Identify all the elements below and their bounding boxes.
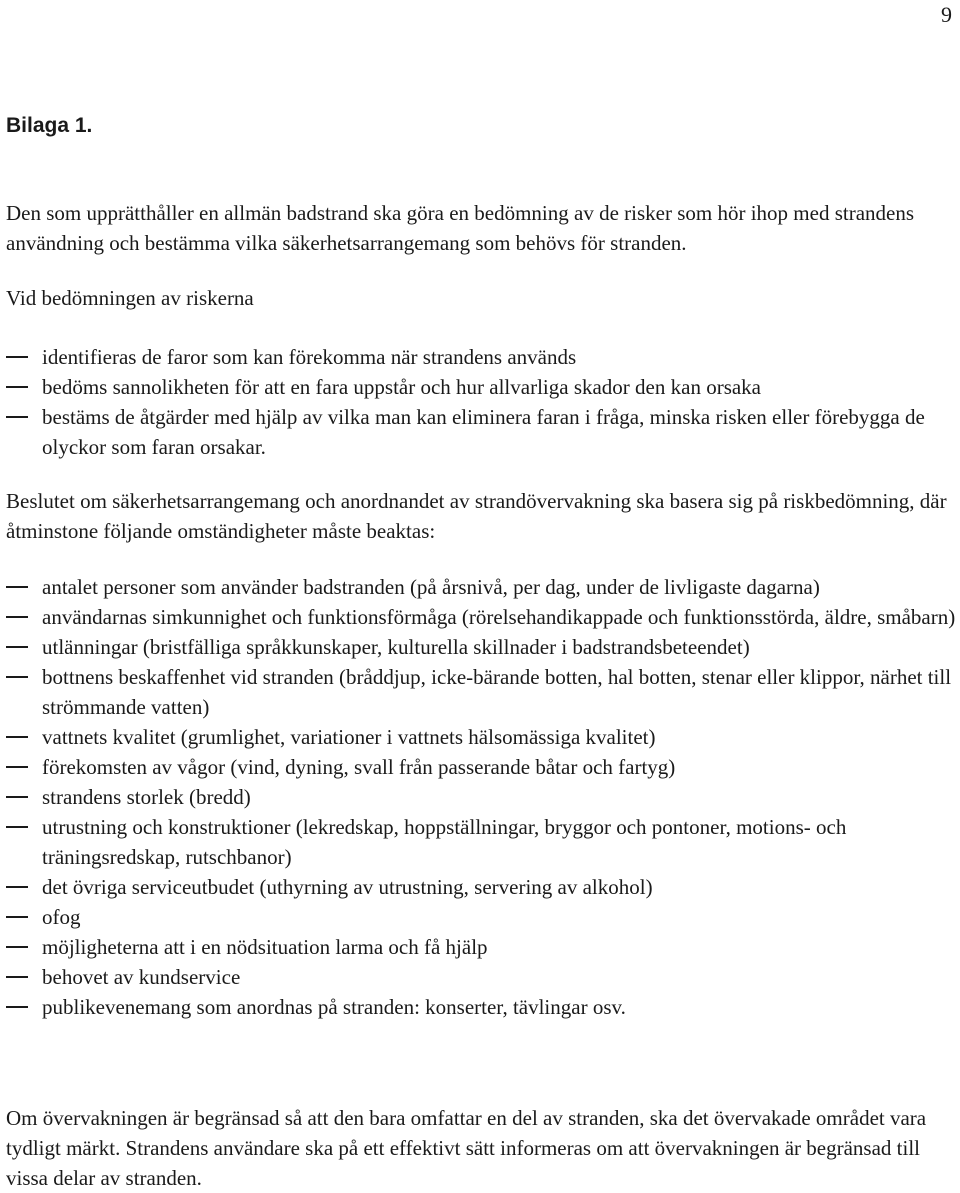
dash-bullet <box>6 826 28 828</box>
dash-bullet <box>6 416 28 418</box>
dash-bullet <box>6 616 28 618</box>
list-item <box>6 342 956 372</box>
list-item <box>6 782 956 812</box>
dash-bullet <box>6 886 28 888</box>
dash-bullet <box>6 736 28 738</box>
list-item <box>6 752 956 782</box>
list-item <box>6 572 956 602</box>
list-item <box>6 602 956 632</box>
list-item-text: antalet personer som använder badstranden (på årsnivå, per dag, under de livligaste dagarna) <box>42 575 820 599</box>
list-item-text: möjligheterna att i en nödsituation larma och få hjälp <box>42 935 488 959</box>
list-item-text: bedöms sannolikheten för att en fara uppstår och hur allvarliga skador den kan orsaka <box>42 375 762 399</box>
dash-bullet <box>6 586 28 588</box>
list-item-text: utlänningar (bristfälliga språkkunskaper, kulturella skillnader i badstrandsbeteendet) <box>42 635 750 659</box>
dash-bullet <box>6 646 28 648</box>
dash-bullet <box>6 386 28 388</box>
list-item-text: behovet av kundservice <box>42 965 241 989</box>
list-item-text: vattnets kvalitet (grumlighet, variationer i vattnets hälsomässiga kvalitet) <box>42 725 656 749</box>
risk-assessment-list <box>6 342 956 462</box>
dash-bullet <box>6 916 28 918</box>
dash-bullet <box>6 676 28 678</box>
list-item <box>6 402 956 462</box>
list-item-text: identifieras de faror som kan förekomma när strandens används <box>42 345 577 369</box>
risk-lead-text: Vid bedömningen av riskerna <box>6 286 254 310</box>
dash-bullet <box>6 946 28 948</box>
factors-list <box>6 572 956 1022</box>
decision-paragraph: Beslutet om säkerhetsarrangemang och anordnandet av strandövervakning ska basera sig på riskbedömning, där åtminstone följande omständigheter måste beaktas: <box>6 489 947 543</box>
closing-paragraph: Om övervakningen är begränsad så att den bara omfattar en del av stranden, ska det övervakade området vara tydligt märkt. Strandens användare ska på ett effektivt sätt informeras om att övervakningen är begränsad till vissa delar av stranden. <box>6 1106 927 1190</box>
dash-bullet <box>6 766 28 768</box>
list-item-text: bestäms de åtgärder med hjälp av vilka man kan eliminera faran i fråga, minska risken eller förebygga de olyckor som faran orsakar. <box>42 405 925 459</box>
page-number: 9 <box>941 2 952 27</box>
list-item-text: användarnas simkunnighet och funktionsförmåga (rörelsehandikappade och funktionsstörda, äldre, småbarn) <box>42 605 956 629</box>
list-item-text: det övriga serviceutbudet (uthyrning av utrustning, servering av alkohol) <box>42 875 653 899</box>
page-heading: Bilaga 1. <box>6 114 93 137</box>
list-item <box>6 372 956 402</box>
list-item <box>6 872 956 902</box>
dash-bullet <box>6 976 28 978</box>
dash-bullet <box>6 356 28 358</box>
list-item-text: förekomsten av vågor (vind, dyning, svall från passerande båtar och fartyg) <box>42 755 676 779</box>
list-item-text: ofog <box>42 905 81 929</box>
dash-bullet <box>6 796 28 798</box>
list-item <box>6 992 956 1022</box>
list-item <box>6 632 956 662</box>
list-item-text: strandens storlek (bredd) <box>42 785 251 809</box>
list-item <box>6 932 956 962</box>
list-item-text: bottnens beskaffenhet vid stranden (bråddjup, icke-bärande botten, hal botten, stenar eller klippor, närhet till strömmande vatten) <box>42 665 952 719</box>
list-item-text: publikevenemang som anordnas på stranden: konserter, tävlingar osv. <box>42 995 626 1019</box>
intro-paragraph: Den som upprätthåller en allmän badstrand ska göra en bedömning av de risker som hör ihop med strandens användning och bestämma vilka säkerhetsarrangemang som behövs för stranden. <box>6 201 915 255</box>
list-item <box>6 812 956 872</box>
list-item <box>6 902 956 932</box>
list-item <box>6 662 956 722</box>
list-item <box>6 722 956 752</box>
list-item-text: utrustning och konstruktioner (lekredskap, hoppställningar, bryggor och pontoner, motions- och träningsredskap, rutschbanor) <box>42 815 847 869</box>
dash-bullet <box>6 1006 28 1008</box>
list-item <box>6 962 956 992</box>
